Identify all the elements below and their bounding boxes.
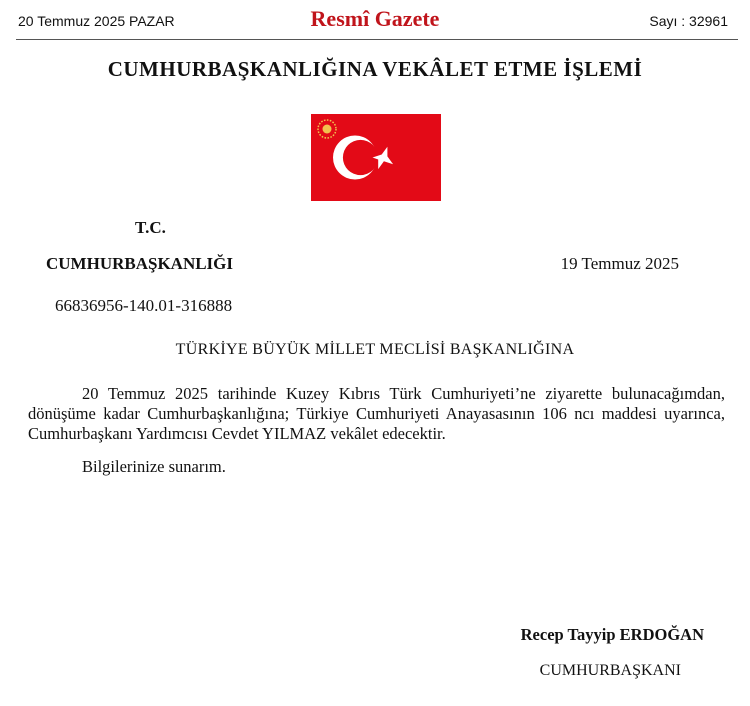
gazette-title: Resmî Gazete bbox=[310, 6, 440, 31]
addressee: TÜRKİYE BÜYÜK MİLLET MECLİSİ BAŞKANLIĞINA bbox=[175, 341, 575, 358]
document-title: CUMHURBAŞKANLIĞINA VEKÂLET ETME İŞLEMİ bbox=[107, 57, 643, 81]
reference-number: 66836956-140.01-316888 bbox=[55, 296, 233, 315]
turkish-flag-icon bbox=[311, 114, 441, 201]
closing-line: Bilgilerinize sunarım. bbox=[82, 457, 226, 476]
republic-abbreviation: T.C. bbox=[135, 218, 166, 237]
header-date: 20 Temmuz 2025 PAZAR bbox=[18, 13, 175, 29]
issuing-authority: CUMHURBAŞKANLIĞI bbox=[46, 254, 234, 273]
header-divider bbox=[16, 39, 738, 40]
signer-name bbox=[521, 625, 704, 645]
signer-last-name: ERDOĞAN bbox=[619, 625, 704, 644]
signer-first-name: Recep Tayyip bbox=[520, 625, 616, 644]
flag-graphic bbox=[311, 114, 441, 201]
signer-title: CUMHURBAŞKANI bbox=[539, 662, 681, 679]
letter-date: 19 Temmuz 2025 bbox=[560, 254, 679, 273]
issue-number: Sayı : 32961 bbox=[649, 13, 728, 29]
body-paragraph: 20 Temmuz 2025 tarihinde Kuzey Kıbrıs Türk Cumhuriyeti’ne ziyarette bulunacağımdan, dönüşüme kadar Cumhurbaşkanlığına; Türkiye Cumhuriyeti Anayasasının 106 ncı maddesi uyarınca, Cumhurbaşkanı Yardımcısı Cevdet YILMAZ vekâlet edecektir. bbox=[28, 384, 725, 443]
